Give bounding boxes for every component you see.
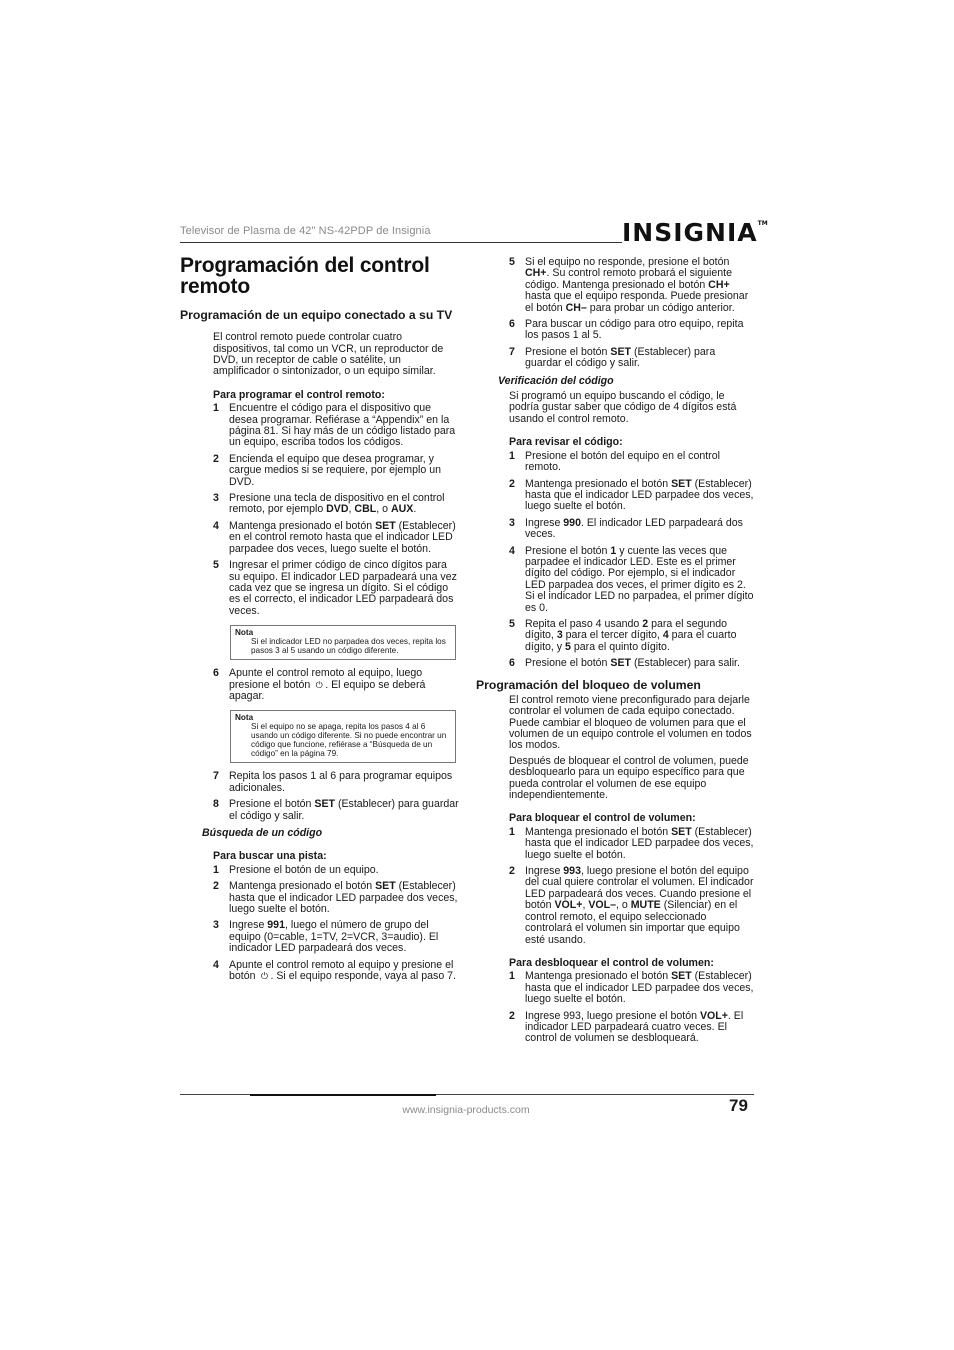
step-text: Para buscar un código para otro equipo, repita los pasos 1 al 5.: [525, 318, 744, 342]
left-column: [180, 255, 460, 987]
page-number: 79: [729, 1096, 748, 1115]
list-item: [213, 403, 460, 449]
search-steps: [213, 865, 460, 983]
step-text: Ingrese 993, luego presione el botón VOL+. El indicador LED parpadeará cuatro veces. El control de volumen se desbloqueará.: [525, 1009, 744, 1045]
list-item: [509, 451, 754, 474]
verify-steps: [509, 451, 754, 670]
list-item: [213, 920, 460, 954]
step-text: Mantenga presionado el botón SET (Establecer) hasta que el indicador LED parpadee dos veces, luego suelte el botón.: [229, 880, 458, 916]
step-text: Mantenga presionado el botón SET (Establecer) hasta que el indicador LED parpadee dos veces, luego suelte el botón.: [525, 477, 754, 513]
logo-text: INSIGNIA: [622, 218, 758, 247]
step-number: 5: [509, 617, 515, 630]
logo-tm: TM: [757, 220, 768, 227]
step-text: Si el equipo no responde, presione el botón CH+. Su control remoto probará el siguiente código. Mantenga presionado el botón CH+ hasta que el equipo responda. Puede presionar el botón CH– para probar un código anterior.: [525, 256, 749, 314]
step-text: Ingresar el primer código de cinco dígitos para su equipo. El indicador LED parpadeará una vez cada vez que se ingresa un dígito. Si el código es el correcto, el indicador LED parpadeará dos veces.: [229, 559, 457, 617]
subheading-search: Búsqueda de un código: [202, 826, 323, 839]
procedure-title-search: Para buscar una pista:: [213, 850, 327, 863]
step-text: Ingrese 990. El indicador LED parpadeará dos veces.: [525, 516, 743, 541]
list-item: [509, 479, 754, 513]
step-text: Presione el botón SET (Establecer) para guardar el código y salir.: [525, 345, 716, 370]
power-icon: ⏻: [260, 971, 269, 982]
list-item: [509, 866, 754, 946]
step-number: 7: [213, 770, 219, 783]
step-number: 2: [509, 865, 515, 878]
step-number: 4: [213, 958, 219, 971]
step-number: 3: [509, 516, 515, 529]
list-item: [213, 881, 460, 915]
step-text: Ingrese 991, luego el número de grupo del equipo (0=cable, 1=TV, 2=VCR, 3=audio). El indicador LED parpadeará dos veces.: [229, 919, 439, 955]
step-text: Mantenga presionado el botón SET (Establecer) hasta que el indicador LED parpadee dos veces, luego suelte el botón.: [525, 970, 754, 1006]
step-text: Presione el botón de un equipo.: [229, 863, 379, 876]
note-title: Nota: [235, 628, 254, 638]
note-body: Si el indicador LED no parpadea dos veces, repita los pasos 3 al 5 usando un código diferente.: [251, 637, 446, 656]
intro-paragraph: El control remoto puede controlar cuatro dispositivos, tal como un VCR, un reproductor de DVD, un receptor de cable o satélite, un amplificador o sintonizador, o un equipo similar.: [213, 331, 444, 378]
list-item: [213, 668, 460, 702]
footer-url-row: [0, 1104, 954, 1116]
list-item: [509, 619, 754, 653]
note-title: Nota: [235, 713, 254, 723]
section-heading-program: Programación de un equipo conectado a su TV: [180, 308, 453, 322]
procedure-title-program: Para programar el control remoto:: [213, 388, 385, 401]
procedure-title-verify: Para revisar el código:: [509, 436, 623, 449]
step-number: 1: [213, 863, 219, 876]
step-text: Apunte el control remoto al equipo y presione el botón ⏻ . Si el equipo responde, vaya al paso 7.: [229, 958, 456, 983]
insignia-logo: [622, 218, 768, 247]
list-item: [509, 658, 754, 669]
step-text: Presione el botón SET (Establecer) para guardar el código y salir.: [229, 798, 459, 822]
step-number: 2: [213, 452, 219, 465]
right-column: [476, 257, 754, 1050]
verify-paragraph: Si programó un equipo buscando el código, le podría gustar saber que código de 4 dígitos está usando el control remoto.: [509, 390, 737, 425]
volume-paragraph-1: El control remoto viene preconfigurado para dejarle controlar el volumen de cada equipo conectado. Puede cambiar el bloqueo de volumen para que el volumen de un equipo controle el volumen en todos los modos.: [509, 693, 752, 752]
lock-steps: [509, 827, 754, 946]
step-number: 3: [213, 919, 219, 932]
note-body: Si el equipo no se apaga, repita los pasos 4 al 6 usando un código diferente. Si no puede encontrar un código que funcione, refiérase a “Búsqueda de un código” en la página 79.: [251, 722, 447, 759]
list-item: [213, 521, 460, 555]
step-number: 5: [509, 256, 515, 268]
list-item: [509, 971, 754, 1005]
step-number: 6: [509, 318, 515, 331]
step-number: 8: [213, 798, 219, 811]
page-title: Programación del control remoto: [180, 254, 430, 298]
step-text: Mantenga presionado el botón SET (Establecer) en el control remoto hasta que el indicador LED parpadee dos veces, luego suelte el botón.: [229, 519, 456, 555]
header-rule: [180, 242, 622, 243]
list-item: [213, 865, 460, 876]
step-text: Mantenga presionado el botón SET (Establecer) hasta que el indicador LED parpadee dos veces, luego suelte el botón.: [525, 825, 754, 861]
step-text: Repita los pasos 1 al 6 para programar equipos adicionales.: [229, 770, 453, 794]
step-number: 4: [213, 519, 219, 532]
section-heading-volume: Programación del bloqueo de volumen: [476, 677, 701, 692]
list-item: [509, 319, 754, 342]
step-text: Ingrese 993, luego presione el botón del equipo del cual quiere controlar el volumen. El indicador LED parpadeará dos veces. Cuando presione el botón VOL+, VOL–, o MUTE (Silenciar) en el control remoto, el equipo seleccionado controlará el volumen sin importar que equipo esté usando.: [525, 865, 754, 946]
step-number: 2: [213, 880, 219, 893]
program-steps: [213, 403, 460, 617]
step-text: Repita el paso 4 usando 2 para el segundo dígito, 3 para el tercer dígito, 4 para el cuarto dígito, y 5 para el quinto dígito.: [525, 617, 737, 653]
list-item: [213, 960, 460, 983]
subheading-verify: Verificación del código: [498, 374, 614, 387]
list-item: [509, 518, 754, 541]
program-steps-end: [213, 771, 460, 822]
unlock-steps: [509, 971, 754, 1044]
step-number: 2: [509, 477, 515, 490]
step-number: 5: [213, 559, 219, 572]
list-item: [213, 454, 460, 488]
list-item: [213, 771, 460, 794]
step-number: 1: [509, 825, 515, 838]
step-text: Presione una tecla de dispositivo en el control remoto, por ejemplo DVD, CBL, o AUX.: [229, 492, 445, 516]
list-item: [509, 546, 754, 614]
step-number: 6: [509, 657, 515, 670]
note-box: [230, 625, 456, 660]
list-item: [213, 799, 460, 822]
step-text: Presione el botón del equipo en el control remoto.: [525, 449, 720, 474]
note-box: [230, 710, 456, 763]
step-number: 1: [213, 402, 219, 415]
step-number: 6: [213, 667, 219, 680]
footer-url: www.insignia-products.com: [402, 1104, 530, 1116]
step-number: 2: [509, 1009, 515, 1022]
step-text: Presione el botón 1 y cuente las veces que parpadee el indicador LED. Este es el primer dígito del código. Por ejemplo, si el indicador LED parpadea dos veces, el primer dígito es 2. Si el indicador LED no parpadea, el primer dígito es 0.: [525, 544, 754, 614]
step-text: Presione el botón SET (Establecer) para salir.: [525, 657, 740, 670]
list-item: [509, 827, 754, 861]
search-steps-cont: [509, 257, 754, 370]
step-number: 1: [509, 449, 515, 462]
step-number: 1: [509, 970, 515, 983]
header-title: Televisor de Plasma de 42" NS-42PDP de Insignia: [180, 225, 431, 237]
step-text: Encienda el equipo que desea programar, y cargue medios si se requiere, por ejemplo un DVD.: [229, 452, 441, 488]
step-text: Apunte el control remoto al equipo, luego presione el botón ⏻ . El equipo se deberá apagar.: [229, 667, 426, 702]
program-steps-cont: [213, 668, 460, 702]
list-item: [509, 257, 754, 314]
step-text: Encuentre el código para el dispositivo que desea programar. Refiérase a “Appendix” en la página 81. Si hay más de un código listado para un equipo, escriba todos los códigos.: [229, 402, 456, 449]
step-number: 7: [509, 345, 515, 358]
list-item: [213, 560, 460, 617]
procedure-title-lock: Para bloquear el control de volumen:: [509, 812, 696, 825]
step-number: 4: [509, 544, 515, 557]
footer-rule-accent: [250, 1094, 436, 1096]
power-icon: ⏻: [315, 679, 323, 690]
volume-paragraph-2: Después de bloquear el control de volumen, puede desbloquearlo para un equipo específico para que pueda controlar el volumen de ese equipo independientemente.: [509, 754, 749, 802]
list-item: [509, 347, 754, 370]
step-number: 3: [213, 492, 219, 505]
list-item: [509, 1011, 754, 1045]
list-item: [213, 493, 460, 516]
procedure-title-unlock: Para desbloquear el control de volumen:: [509, 956, 714, 969]
